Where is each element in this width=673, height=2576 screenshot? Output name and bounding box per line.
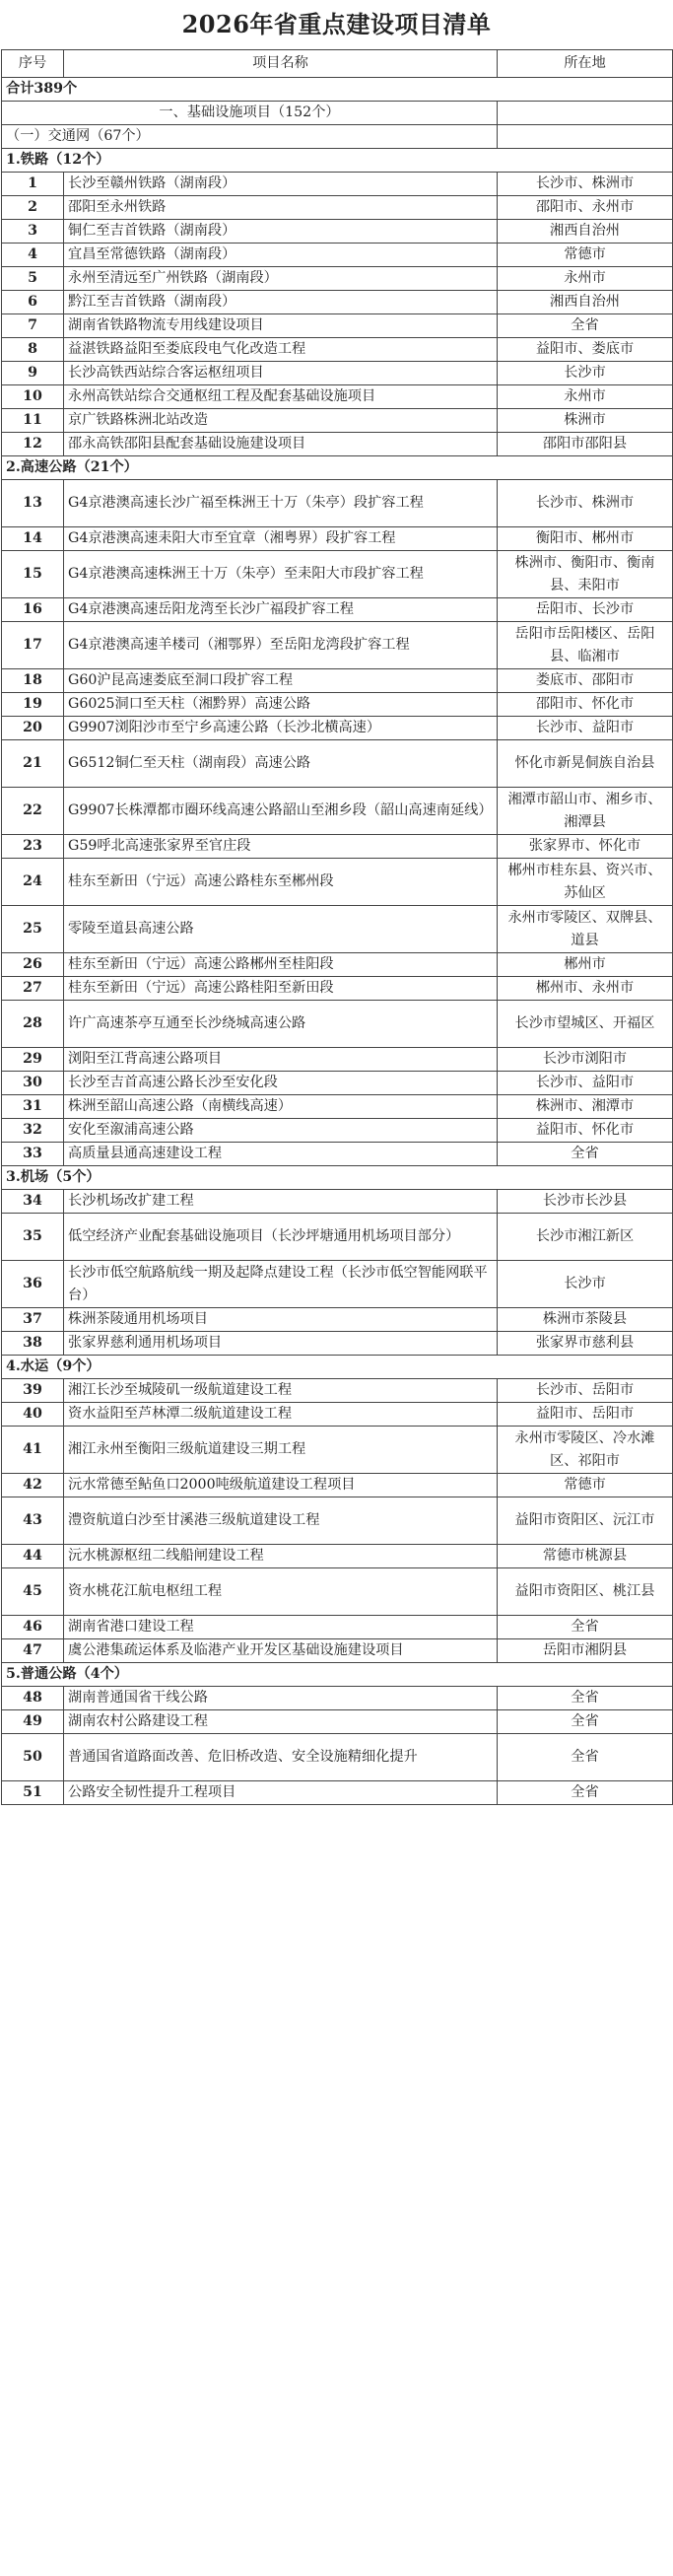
project-location: 岳阳市、长沙市 bbox=[498, 598, 673, 622]
table-row bbox=[2, 1639, 673, 1663]
project-name: 湖南农村公路建设工程 bbox=[64, 1710, 498, 1734]
row-number: 36 bbox=[2, 1261, 64, 1308]
project-name: G4京港澳高速长沙广福至株洲王十万（朱亭）段扩容工程 bbox=[64, 480, 498, 527]
section-title: 一、基础设施项目（152个） bbox=[2, 102, 498, 125]
project-location: 郴州市桂东县、资兴市、苏仙区 bbox=[498, 859, 673, 906]
project-name: 桂东至新田（宁远）高速公路桂东至郴州段 bbox=[64, 859, 498, 906]
project-location: 湘西自治州 bbox=[498, 291, 673, 314]
project-name: 株洲至韶山高速公路（南横线高速） bbox=[64, 1095, 498, 1119]
project-location: 长沙市、益阳市 bbox=[498, 1072, 673, 1095]
row-number: 38 bbox=[2, 1332, 64, 1356]
project-name: 高质量县通高速建设工程 bbox=[64, 1143, 498, 1166]
table-row bbox=[2, 1545, 673, 1568]
project-location: 湘潭市韶山市、湘乡市、湘潭县 bbox=[498, 788, 673, 835]
row-number: 25 bbox=[2, 906, 64, 953]
row-number: 47 bbox=[2, 1639, 64, 1663]
table-row bbox=[2, 598, 673, 622]
project-name: G4京港澳高速岳阳龙湾至长沙广福段扩容工程 bbox=[64, 598, 498, 622]
row-number: 22 bbox=[2, 788, 64, 835]
row-number: 39 bbox=[2, 1379, 64, 1403]
row-number: 6 bbox=[2, 291, 64, 314]
row-number: 41 bbox=[2, 1427, 64, 1474]
row-number: 19 bbox=[2, 693, 64, 717]
table-row bbox=[2, 1403, 673, 1427]
project-location: 邵阳市、怀化市 bbox=[498, 693, 673, 717]
section-empty-cell bbox=[498, 102, 673, 125]
project-name: 许广高速茶亭互通至长沙绕城高速公路 bbox=[64, 1001, 498, 1048]
table-row bbox=[2, 409, 673, 433]
project-location: 株洲市茶陵县 bbox=[498, 1308, 673, 1332]
table-row bbox=[2, 527, 673, 551]
project-location: 永州市零陵区、双牌县、道县 bbox=[498, 906, 673, 953]
row-number: 8 bbox=[2, 338, 64, 362]
project-name: 长沙至吉首高速公路长沙至安化段 bbox=[64, 1072, 498, 1095]
row-number: 20 bbox=[2, 717, 64, 740]
project-name: G6025洞口至天柱（湘黔界）高速公路 bbox=[64, 693, 498, 717]
project-name: 黔江至吉首铁路（湖南段） bbox=[64, 291, 498, 314]
table-row bbox=[2, 267, 673, 291]
row-number: 24 bbox=[2, 859, 64, 906]
project-location: 全省 bbox=[498, 1781, 673, 1805]
project-location: 全省 bbox=[498, 1687, 673, 1710]
project-location: 益阳市、娄底市 bbox=[498, 338, 673, 362]
table-row bbox=[2, 362, 673, 385]
project-location: 全省 bbox=[498, 314, 673, 338]
project-location: 株洲市、湘潭市 bbox=[498, 1095, 673, 1119]
project-name: 零陵至道县高速公路 bbox=[64, 906, 498, 953]
project-name: 京广铁路株洲北站改造 bbox=[64, 409, 498, 433]
project-location: 永州市 bbox=[498, 385, 673, 409]
category-row bbox=[2, 1356, 673, 1379]
project-name: G6512铜仁至天柱（湖南段）高速公路 bbox=[64, 740, 498, 788]
project-location: 郴州市 bbox=[498, 953, 673, 977]
project-name: 铜仁至吉首铁路（湖南段） bbox=[64, 220, 498, 244]
project-location: 长沙市、益阳市 bbox=[498, 717, 673, 740]
category-row bbox=[2, 456, 673, 480]
project-name: 沅水常德至鲇鱼口2000吨级航道建设工程项目 bbox=[64, 1474, 498, 1497]
project-name: 长沙至赣州铁路（湖南段） bbox=[64, 173, 498, 196]
project-name: G4京港澳高速耒阳大市至宜章（湘粤界）段扩容工程 bbox=[64, 527, 498, 551]
project-location: 长沙市、株洲市 bbox=[498, 173, 673, 196]
row-number: 44 bbox=[2, 1545, 64, 1568]
table-row bbox=[2, 1710, 673, 1734]
category-label: 3.机场（5个） bbox=[2, 1166, 673, 1190]
project-location: 张家界市、怀化市 bbox=[498, 835, 673, 859]
table-row bbox=[2, 314, 673, 338]
row-number: 14 bbox=[2, 527, 64, 551]
row-number: 28 bbox=[2, 1001, 64, 1048]
row-number: 48 bbox=[2, 1687, 64, 1710]
row-number: 50 bbox=[2, 1734, 64, 1781]
project-location: 永州市 bbox=[498, 267, 673, 291]
project-name: 虞公港集疏运体系及临港产业开发区基础设施建设项目 bbox=[64, 1639, 498, 1663]
row-number: 46 bbox=[2, 1616, 64, 1639]
project-name: G9907浏阳沙市至宁乡高速公路（长沙北横高速） bbox=[64, 717, 498, 740]
table-header-row bbox=[2, 50, 673, 78]
row-number: 33 bbox=[2, 1143, 64, 1166]
project-location: 郴州市、永州市 bbox=[498, 977, 673, 1001]
project-name: 湖南普通国省干线公路 bbox=[64, 1687, 498, 1710]
table-row bbox=[2, 244, 673, 267]
project-name: 资水益阳至芦林潭二级航道建设工程 bbox=[64, 1403, 498, 1427]
header-location: 所在地 bbox=[498, 50, 673, 78]
project-name: 邵阳至永州铁路 bbox=[64, 196, 498, 220]
project-name: 浏阳至江背高速公路项目 bbox=[64, 1048, 498, 1072]
table-row bbox=[2, 1497, 673, 1545]
table-row bbox=[2, 1048, 673, 1072]
table-row bbox=[2, 1001, 673, 1048]
category-label: 2.高速公路（21个） bbox=[2, 456, 673, 480]
project-name: 湖南省铁路物流专用线建设项目 bbox=[64, 314, 498, 338]
project-location: 岳阳市湘阴县 bbox=[498, 1639, 673, 1663]
project-location: 邵阳市邵阳县 bbox=[498, 433, 673, 456]
row-number: 40 bbox=[2, 1403, 64, 1427]
table-row bbox=[2, 622, 673, 669]
project-name: 公路安全韧性提升工程项目 bbox=[64, 1781, 498, 1805]
project-location: 娄底市、邵阳市 bbox=[498, 669, 673, 693]
table-row bbox=[2, 1379, 673, 1403]
table-row bbox=[2, 480, 673, 527]
total-row bbox=[2, 78, 673, 102]
project-name: G59呼北高速张家界至官庄段 bbox=[64, 835, 498, 859]
project-location: 怀化市新晃侗族自治县 bbox=[498, 740, 673, 788]
table-row bbox=[2, 1427, 673, 1474]
table-row bbox=[2, 385, 673, 409]
project-name: 湘江永州至衡阳三级航道建设三期工程 bbox=[64, 1427, 498, 1474]
project-location: 邵阳市、永州市 bbox=[498, 196, 673, 220]
row-number: 27 bbox=[2, 977, 64, 1001]
project-location: 常德市桃源县 bbox=[498, 1545, 673, 1568]
project-location: 常德市 bbox=[498, 1474, 673, 1497]
project-name: 湘江长沙至城陵矶一级航道建设工程 bbox=[64, 1379, 498, 1403]
row-number: 43 bbox=[2, 1497, 64, 1545]
row-number: 37 bbox=[2, 1308, 64, 1332]
project-name: G4京港澳高速株洲王十万（朱亭）至耒阳大市段扩容工程 bbox=[64, 551, 498, 598]
row-number: 17 bbox=[2, 622, 64, 669]
project-location: 长沙市 bbox=[498, 362, 673, 385]
project-location: 株洲市 bbox=[498, 409, 673, 433]
row-number: 45 bbox=[2, 1568, 64, 1616]
table-row bbox=[2, 1308, 673, 1332]
table-row bbox=[2, 1734, 673, 1781]
project-name: 安化至溆浦高速公路 bbox=[64, 1119, 498, 1143]
project-location: 益阳市资阳区、桃江县 bbox=[498, 1568, 673, 1616]
table-row bbox=[2, 1474, 673, 1497]
table-row bbox=[2, 740, 673, 788]
row-number: 29 bbox=[2, 1048, 64, 1072]
project-name: G4京港澳高速羊楼司（湘鄂界）至岳阳龙湾段扩容工程 bbox=[64, 622, 498, 669]
project-location: 益阳市、岳阳市 bbox=[498, 1403, 673, 1427]
table-row bbox=[2, 1687, 673, 1710]
project-name: 长沙市低空航路航线一期及起降点建设工程（长沙市低空智能网联平台） bbox=[64, 1261, 498, 1308]
project-name: 澧资航道白沙至甘溪港三级航道建设工程 bbox=[64, 1497, 498, 1545]
project-name: 益湛铁路益阳至娄底段电气化改造工程 bbox=[64, 338, 498, 362]
table-row bbox=[2, 1095, 673, 1119]
table-body bbox=[2, 50, 673, 1805]
table-row bbox=[2, 1143, 673, 1166]
row-number: 21 bbox=[2, 740, 64, 788]
table-row bbox=[2, 196, 673, 220]
row-number: 42 bbox=[2, 1474, 64, 1497]
row-number: 26 bbox=[2, 953, 64, 977]
row-number: 31 bbox=[2, 1095, 64, 1119]
subsection-row bbox=[2, 125, 673, 149]
project-location: 益阳市、怀化市 bbox=[498, 1119, 673, 1143]
table-row bbox=[2, 433, 673, 456]
table-row bbox=[2, 669, 673, 693]
project-location: 永州市零陵区、冷水滩区、祁阳市 bbox=[498, 1427, 673, 1474]
project-name: 低空经济产业配套基础设施项目（长沙坪塘通用机场项目部分） bbox=[64, 1214, 498, 1261]
table-row bbox=[2, 1119, 673, 1143]
table-row bbox=[2, 906, 673, 953]
table-row bbox=[2, 1190, 673, 1214]
table-row bbox=[2, 291, 673, 314]
total-count: 合计389个 bbox=[2, 78, 673, 102]
table-row bbox=[2, 1072, 673, 1095]
project-location: 张家界市慈利县 bbox=[498, 1332, 673, 1356]
table-row bbox=[2, 1616, 673, 1639]
project-name: 普通国省道路面改善、危旧桥改造、安全设施精细化提升 bbox=[64, 1734, 498, 1781]
project-location: 长沙市长沙县 bbox=[498, 1190, 673, 1214]
project-location: 长沙市 bbox=[498, 1261, 673, 1308]
page-title: 2026年省重点建设项目清单 bbox=[181, 10, 492, 38]
project-name: 长沙机场改扩建工程 bbox=[64, 1190, 498, 1214]
project-location: 长沙市湘江新区 bbox=[498, 1214, 673, 1261]
table-row bbox=[2, 338, 673, 362]
row-number: 35 bbox=[2, 1214, 64, 1261]
project-location: 益阳市资阳区、沅江市 bbox=[498, 1497, 673, 1545]
project-name: 株洲茶陵通用机场项目 bbox=[64, 1308, 498, 1332]
row-number: 4 bbox=[2, 244, 64, 267]
project-location: 全省 bbox=[498, 1143, 673, 1166]
row-number: 23 bbox=[2, 835, 64, 859]
project-name: G60沪昆高速娄底至洞口段扩容工程 bbox=[64, 669, 498, 693]
row-number: 1 bbox=[2, 173, 64, 196]
row-number: 12 bbox=[2, 433, 64, 456]
project-location: 长沙市、岳阳市 bbox=[498, 1379, 673, 1403]
table-row bbox=[2, 717, 673, 740]
row-number: 7 bbox=[2, 314, 64, 338]
row-number: 9 bbox=[2, 362, 64, 385]
table-row bbox=[2, 953, 673, 977]
project-location: 全省 bbox=[498, 1710, 673, 1734]
row-number: 30 bbox=[2, 1072, 64, 1095]
project-name: G9907长株潭都市圈环线高速公路韶山至湘乡段（韶山高速南延线） bbox=[64, 788, 498, 835]
project-name: 资水桃花江航电枢纽工程 bbox=[64, 1568, 498, 1616]
project-location: 衡阳市、郴州市 bbox=[498, 527, 673, 551]
row-number: 18 bbox=[2, 669, 64, 693]
project-name: 长沙高铁西站综合客运枢纽项目 bbox=[64, 362, 498, 385]
project-name: 桂东至新田（宁远）高速公路郴州至桂阳段 bbox=[64, 953, 498, 977]
project-name: 桂东至新田（宁远）高速公路桂阳至新田段 bbox=[64, 977, 498, 1001]
table-row bbox=[2, 788, 673, 835]
category-row bbox=[2, 149, 673, 173]
project-location: 常德市 bbox=[498, 244, 673, 267]
project-name: 张家界慈利通用机场项目 bbox=[64, 1332, 498, 1356]
project-name: 沅水桃源枢纽二线船闸建设工程 bbox=[64, 1545, 498, 1568]
row-number: 2 bbox=[2, 196, 64, 220]
row-number: 51 bbox=[2, 1781, 64, 1805]
project-location: 株洲市、衡阳市、衡南县、耒阳市 bbox=[498, 551, 673, 598]
row-number: 16 bbox=[2, 598, 64, 622]
category-label: 5.普通公路（4个） bbox=[2, 1663, 673, 1687]
header-name: 项目名称 bbox=[64, 50, 498, 78]
row-number: 49 bbox=[2, 1710, 64, 1734]
row-number: 11 bbox=[2, 409, 64, 433]
project-name: 宜昌至常德铁路（湖南段） bbox=[64, 244, 498, 267]
table-row bbox=[2, 693, 673, 717]
project-location: 全省 bbox=[498, 1734, 673, 1781]
header-no: 序号 bbox=[2, 50, 64, 78]
category-label: 4.水运（9个） bbox=[2, 1356, 673, 1379]
row-number: 13 bbox=[2, 480, 64, 527]
category-row bbox=[2, 1663, 673, 1687]
row-number: 34 bbox=[2, 1190, 64, 1214]
table-row bbox=[2, 173, 673, 196]
project-location: 长沙市望城区、开福区 bbox=[498, 1001, 673, 1048]
project-name: 邵永高铁邵阳县配套基础设施建设项目 bbox=[64, 433, 498, 456]
category-label: 1.铁路（12个） bbox=[2, 149, 673, 173]
row-number: 5 bbox=[2, 267, 64, 291]
table-row bbox=[2, 1781, 673, 1805]
table-row bbox=[2, 1261, 673, 1308]
project-name: 永州高铁站综合交通枢纽工程及配套基础设施项目 bbox=[64, 385, 498, 409]
section-row bbox=[2, 102, 673, 125]
project-location: 全省 bbox=[498, 1616, 673, 1639]
table-row bbox=[2, 1332, 673, 1356]
subsection-empty-cell bbox=[498, 125, 673, 149]
project-name: 永州至清远至广州铁路（湖南段） bbox=[64, 267, 498, 291]
subsection-title: （一）交通网（67个） bbox=[2, 125, 498, 149]
row-number: 32 bbox=[2, 1119, 64, 1143]
category-row bbox=[2, 1166, 673, 1190]
project-table bbox=[1, 49, 673, 1805]
project-name: 湖南省港口建设工程 bbox=[64, 1616, 498, 1639]
project-location: 湘西自治州 bbox=[498, 220, 673, 244]
project-location: 长沙市浏阳市 bbox=[498, 1048, 673, 1072]
table-row bbox=[2, 1568, 673, 1616]
table-row bbox=[2, 220, 673, 244]
row-number: 3 bbox=[2, 220, 64, 244]
project-location: 长沙市、株洲市 bbox=[498, 480, 673, 527]
row-number: 10 bbox=[2, 385, 64, 409]
table-row bbox=[2, 977, 673, 1001]
table-row bbox=[2, 835, 673, 859]
table-row bbox=[2, 1214, 673, 1261]
table-row bbox=[2, 551, 673, 598]
table-row bbox=[2, 859, 673, 906]
project-location: 岳阳市岳阳楼区、岳阳县、临湘市 bbox=[498, 622, 673, 669]
row-number: 15 bbox=[2, 551, 64, 598]
